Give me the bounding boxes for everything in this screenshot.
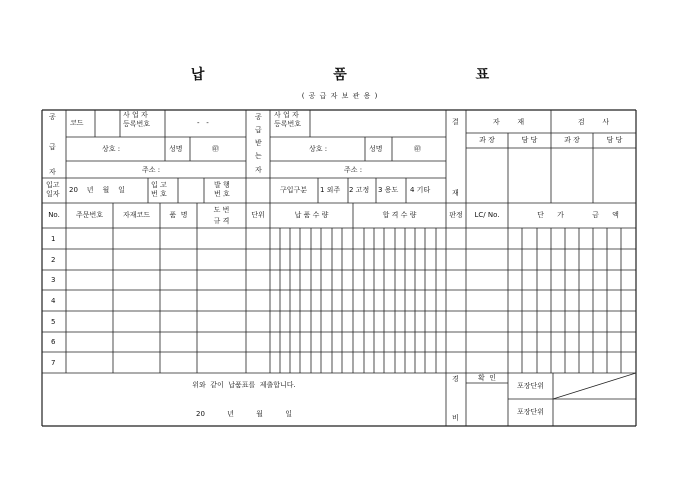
supplier-side-1: 공	[49, 113, 56, 121]
col-delivered-qty: 납 품 수 량	[294, 211, 329, 219]
supplier-side-3: 자	[49, 168, 56, 176]
approval-role-3: 과 장	[564, 136, 580, 144]
col-judgment: 판정	[449, 211, 463, 219]
receiver-rep-label: 성명	[369, 145, 383, 153]
approval-dept-inspection: 검 사	[577, 118, 610, 126]
supplier-bizreg-value[interactable]: - -	[197, 119, 209, 127]
receiver-company-label: 상호 :	[309, 145, 328, 153]
col-unit: 단위	[251, 211, 265, 219]
receiver-side-2: 급	[255, 126, 262, 134]
row-number: 1	[51, 235, 56, 243]
supplier-side-2: 급	[49, 143, 56, 151]
purchase-type-3[interactable]: 3 용도	[378, 186, 399, 194]
col-drawing-spec: 도 번 규 격	[213, 206, 230, 225]
footer-pack-unit-1: 포장단위	[516, 382, 545, 390]
document-subtitle: ( 공 급 자 보 관 용 )	[301, 92, 379, 100]
col-no: No.	[48, 211, 60, 219]
supplier-code-label: 코드	[70, 119, 84, 127]
approval-label-top: 결	[452, 118, 459, 126]
footer-side-bottom: 비	[452, 414, 459, 422]
footer-confirm-label: 확 인	[478, 374, 496, 382]
purchase-type-2[interactable]: 2 고정	[349, 186, 370, 194]
row-number: 7	[51, 359, 56, 367]
issue-number-label: 발 행 번 호	[214, 181, 230, 198]
footer-side-top: 경	[452, 375, 459, 383]
receiver-side-4: 는	[255, 152, 262, 160]
approval-role-4: 담 당	[606, 136, 623, 144]
receipt-date-label: 입고 일자	[46, 181, 60, 198]
approval-role-2: 담 당	[521, 136, 538, 144]
supplier-bizreg-label: 사 업 자 등록번호	[123, 111, 151, 128]
supplier-rep-label: 성명	[169, 145, 183, 153]
receipt-date-value[interactable]: 20 년 월 일	[69, 186, 125, 194]
receiver-address-label: 주소 :	[344, 166, 363, 174]
col-accepted-qty: 합 격 수 량	[382, 211, 417, 219]
col-item-name: 품 명	[169, 211, 188, 219]
supplier-company-label: 상호 :	[102, 145, 121, 153]
receiver-side-3: 받	[255, 139, 262, 147]
col-lc-no: LC/ No.	[474, 211, 500, 219]
supplier-address-label: 주소 :	[142, 166, 161, 174]
col-unit-price: 단 가	[537, 211, 564, 219]
receiver-bizreg-label: 사 업 자 등록번호	[274, 111, 302, 128]
purchase-type-label: 구입구분	[280, 186, 308, 194]
col-amount: 금 액	[592, 211, 619, 219]
footer-statement: 위와 같이 납품표를 제출합니다.	[192, 381, 296, 389]
receiver-side-1: 공	[255, 113, 262, 121]
document-title: 납 품 표	[190, 67, 552, 83]
approval-label-bottom: 재	[452, 189, 459, 197]
col-material-code: 자재코드	[122, 211, 151, 219]
row-number: 6	[51, 338, 56, 346]
footer-pack-unit-2: 포장단위	[516, 408, 545, 416]
purchase-type-1[interactable]: 1 외주	[320, 186, 341, 194]
row-number: 2	[51, 256, 56, 264]
col-order-no: 주문번호	[75, 211, 104, 219]
row-number: 5	[51, 318, 56, 326]
receiver-side-5: 자	[255, 166, 262, 174]
supplier-seal: ㊞	[212, 145, 219, 153]
footer-date[interactable]: 20 년 월 일	[196, 410, 292, 418]
receipt-number-label: 입 고 번 호	[151, 181, 167, 198]
purchase-type-4[interactable]: 4 기타	[410, 186, 431, 194]
approval-dept-materials: 자 재	[492, 118, 525, 126]
approval-role-1: 과 장	[479, 136, 495, 144]
receiver-seal: ㊞	[414, 145, 421, 153]
row-number: 4	[51, 297, 56, 305]
row-number: 3	[51, 276, 56, 284]
